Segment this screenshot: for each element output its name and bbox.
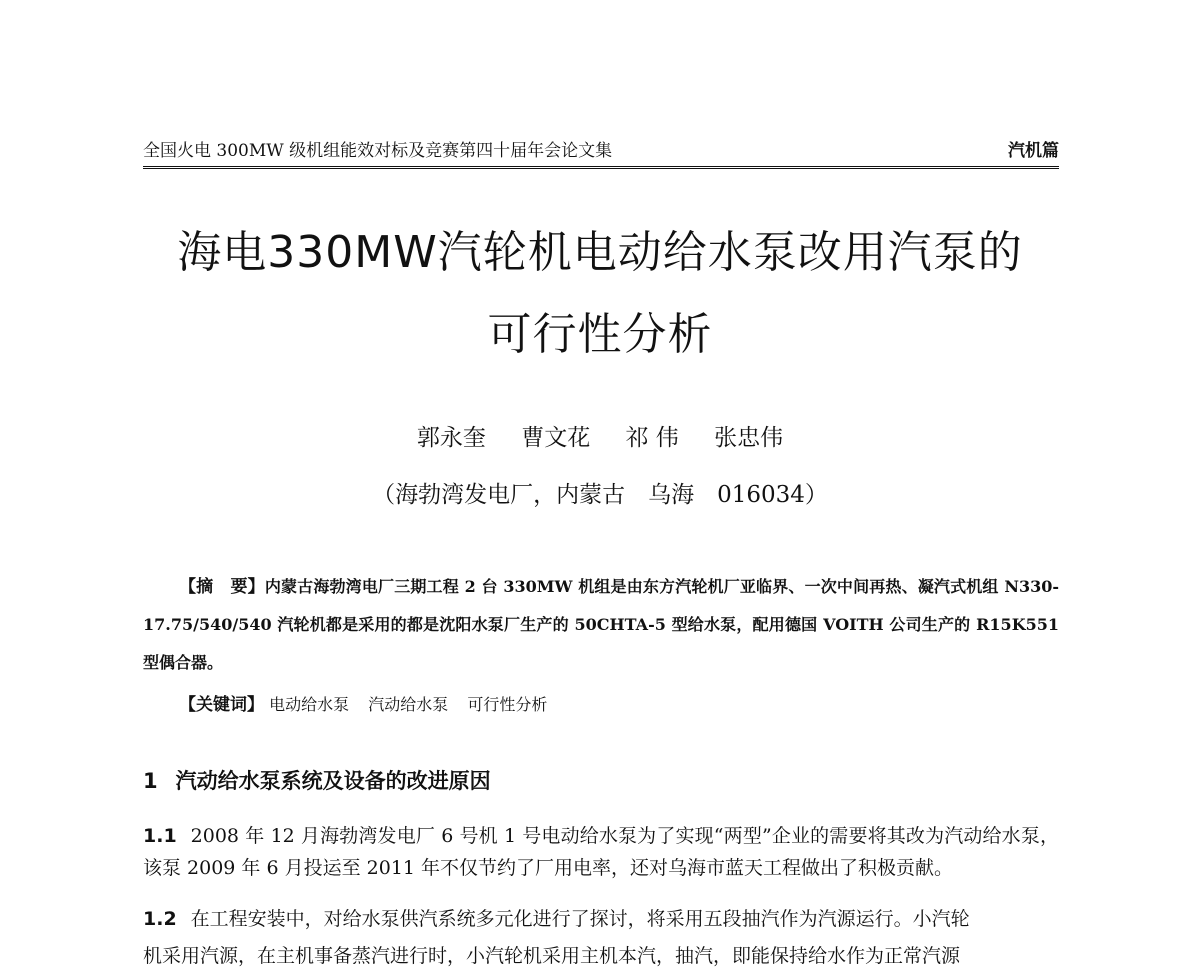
paragraph-number: 1.1 (143, 825, 177, 847)
author-name: 祁 伟 (625, 425, 679, 451)
abstract-text: 内蒙古海勃湾电厂三期工程 2 台 330MW 机组是由东方汽轮机厂亚临界、一次中间再热、凝汽式机组 N330-17.75/540/540 汽轮机都是采用的都是沈阳水泵厂生产的 50CHTA-5 型给水泵，配用德国 VOITH 公司生产的 R15K551 型偶合器。 (143, 577, 1059, 672)
paper-title-line-2: 可行性分析 (487, 309, 713, 360)
paragraph (143, 903, 1059, 935)
paragraph-number: 1.2 (143, 908, 177, 930)
paragraph-text: 在工程安装中，对给水泵供汽系统多元化进行了探讨，将采用五段抽汽作为汽源运行。小汽轮 (190, 908, 970, 930)
paper-title-line-1: 海电330MW汽轮机电动给水泵改用汽泵的 (177, 227, 1023, 278)
running-header (143, 136, 1059, 169)
section-title: 汽动给水泵系统及设备的改进原因 (175, 769, 491, 793)
section-category: 汽机篇 (1008, 141, 1059, 161)
section-heading (143, 764, 491, 798)
author-name: 郭永奎 (416, 425, 486, 451)
keywords (179, 690, 1059, 720)
keyword: 电动给水泵 (269, 695, 350, 714)
keyword: 汽动给水泵 (368, 695, 449, 714)
abstract (143, 568, 1059, 682)
author-name: 曹文花 (521, 425, 591, 451)
author-list (0, 422, 1200, 454)
abstract-label: 【摘 要】 (179, 577, 265, 597)
author-name: 张忠伟 (714, 425, 784, 451)
section-number: 1 (143, 769, 158, 793)
paragraph-text: 2008 年 12 月海勃湾发电厂 6 号机 1 号电动给水泵为了实现“两型”企业的需要将其改为汽动给水泵，该泵 2009 年 6 月投运至 2011 年不仅节约了厂用电率，还对乌海市蓝天工程做出了积极贡献。 (143, 825, 1059, 879)
clipped-text-line: 机采用汽源，在主机事备蒸汽进行时，小汽轮机采用主机本汽，抽汽，即能保持给水作为正常汽源 (143, 945, 961, 967)
proceedings-title: 全国火电 300MW 级机组能效对标及竞赛第四十届年会论文集 (143, 141, 613, 161)
keywords-label: 【关键词】 (179, 695, 264, 715)
affiliation: （海勃湾发电厂，内蒙古 乌海 016034） (372, 482, 828, 508)
keyword: 可行性分析 (467, 695, 548, 714)
paragraph (143, 820, 1059, 884)
